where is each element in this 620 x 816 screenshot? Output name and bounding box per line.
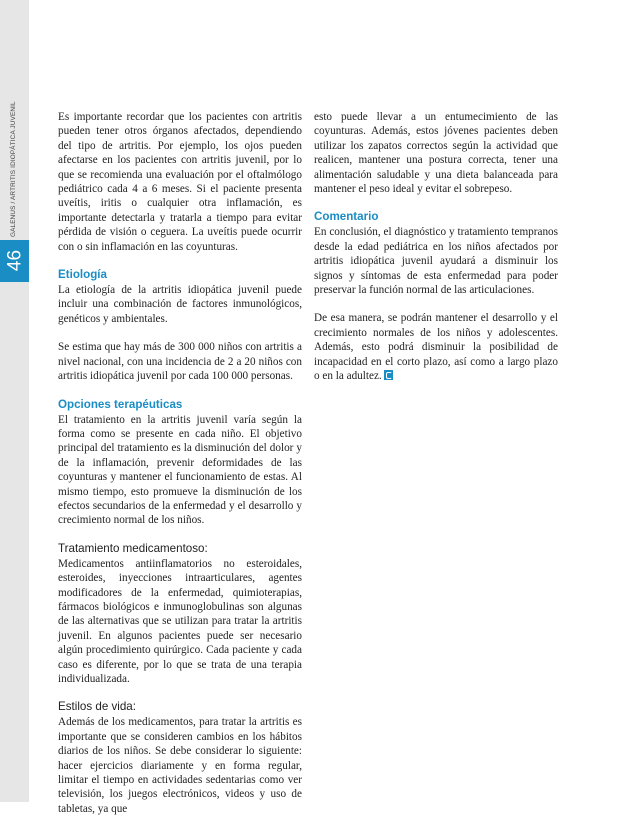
comentario-paragraph-2 bbox=[314, 311, 558, 383]
continuation-paragraph: esto puede llevar a un entumecimiento de las coyunturas. Además, estos jóvenes pacientes deben utilizar los zapatos correctos según la actividad que realicen, mantener una postura correcta, tener una alimentación saludable y una dieta balanceada para mantener el peso ideal y evitar el sobrepeso. bbox=[314, 111, 558, 196]
running-head-text: GALENUS / ARTRITIS IDIOPÁTICA JUVENIL bbox=[10, 101, 17, 237]
page-number: 46 bbox=[4, 249, 26, 272]
estilos-heading: Estilos de vida: bbox=[58, 700, 136, 714]
etiologia-paragraph-1: La etiología de la artritis idiopática juvenil puede incluir una combinación de factores inmunológicos, genéticos y ambientales. bbox=[58, 284, 302, 325]
comentario-paragraph-1: En conclusión, el diagnóstico y tratamiento tempranos desde la edad pediátrica en los niños afectados por artritis idiopática juvenil ayudará a disminuir los signos y síntomas de esta enfermedad para poder preservar la función normal de las articulaciones. bbox=[314, 226, 558, 297]
tratamiento-heading: Tratamiento medicamentoso: bbox=[58, 541, 208, 555]
estilos-paragraph: Además de los medicamentos, para tratar la artritis es importante que se consideren cambios en los hábitos diarios de los niños. Se debe considerar lo siguiente: hacer ejercicios diariamente y en forma regular, limitar el tiempo en actividades sedentarias como ver televisión, los juegos electrónicos, videos y uso de tabletas, ya que bbox=[58, 716, 302, 815]
end-of-article-mark-icon bbox=[384, 370, 393, 380]
opciones-heading: Opciones terapéuticas bbox=[58, 397, 183, 411]
etiologia-paragraph-2: Se estima que hay más de 300 000 niños con artritis a nivel nacional, con una incidencia de 2 a 20 niños con artritis idiopática juvenil por cada 100 000 personas. bbox=[58, 341, 302, 383]
comentario-paragraph-2-text: De esa manera, se podrán mantener el desarrollo y el crecimiento normales de los niños y adolescentes. Además, esto podrá disminuir la posibilidad de incapacidad en el corto plazo, así como a largo plazo o en la adultez. bbox=[314, 312, 558, 383]
etiologia-heading: Etiología bbox=[58, 268, 107, 282]
right-column bbox=[314, 110, 558, 384]
running-head bbox=[2, 101, 27, 380]
tratamiento-paragraph: Medicamentos antiinflamatorios no esteroidales, esteroides, inyecciones intraarticulares, agentes modificadores de la enfermedad, quimioterapias, fármacos biológicos e inmunoglobulinas son algunas de las alternativas que se utilizan para tratar la artritis juvenil. En algunos pacientes puede ser necesario algún procedimiento quirúrgico. Cada paciente y cada caso es diferente, por lo que se trata de una terapia individualizada. bbox=[58, 557, 302, 685]
left-column bbox=[58, 110, 302, 816]
intro-paragraph: Es importante recordar que los pacientes con artritis pueden tener otros órganos afectados, dependiendo del tipo de artritis. Por ejemplo, los ojos pueden afectarse en los pacientes con artritis juvenil, por lo que se recomienda una evaluación por el oftalmólogo pediátrico cada 4 a 6 meses. Si el paciente presenta uveítis, iritis o cualquier otra inflamación, es importante detectarla y tratarla a tiempo para evitar pérdida de visión o ceguera. La uveítis puede ocurrir con o sin inflamación en las coyunturas. bbox=[58, 111, 302, 253]
comentario-heading: Comentario bbox=[314, 210, 379, 224]
opciones-paragraph: El tratamiento en la artritis juvenil varía según la forma como se presente en cada niño. El objetivo principal del tratamiento es la disminución del dolor y de la inflamación, prevenir deformidades de las coyunturas y mantener el funcionamiento de estas. Al mismo tiempo, esto promueve la disminución de los efectos secundarios de la enfermedad y el desarrollo y crecimiento normal de los niños. bbox=[58, 413, 302, 527]
